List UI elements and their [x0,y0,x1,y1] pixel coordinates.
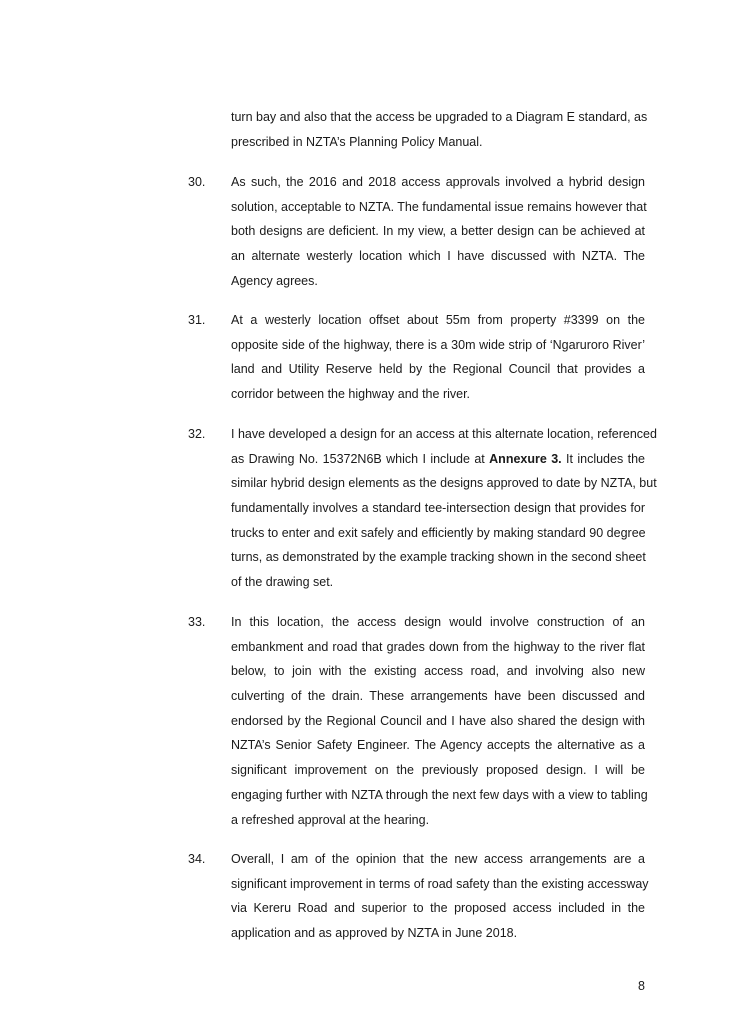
text-line: Overall, I am of the opinion that the new access arrangements are a [231,852,645,866]
text-line: turns, as demonstrated by the example tracking shown in the second sheet [231,550,646,565]
text-line: below, to join with the existing access road, and involving also new [231,664,645,679]
text-line: solution, acceptable to NZTA. The fundamental issue remains however that [231,199,647,214]
text-line: turn bay and also that the access be upgraded to a Diagram E standard, as [231,110,648,124]
text-line: a refreshed approval at the hearing. [231,812,430,827]
text-segment: It includes the [566,451,645,466]
text-line: application and as approved by NZTA in June 2018. [231,926,518,941]
text-line: significant improvement in terms of road safety than the existing accessway [231,876,649,891]
text-line: Agency agrees. [231,273,318,288]
text-line: trucks to enter and exit safely and efficiently by making standard 90 degree [231,525,646,540]
text-line: land and Utility Reserve held by the Regional Council that provides a [231,362,645,377]
annexure-reference: Annexure 3. [489,451,562,466]
text-line: At a westerly location offset about 55m from property #3399 on the [231,313,645,327]
text-segment: as Drawing No. 15372N6B which I include at [231,451,485,466]
text-line: similar hybrid design elements as the designs approved to date by NZTA, but [231,476,657,491]
paragraph-text [231,308,645,407]
page-number: 8 [638,979,645,993]
text-line: of the drawing set. [231,575,334,590]
text-line: both designs are deficient. In my view, a better design can be achieved at [231,224,645,239]
text-line [231,447,645,472]
paragraph-number: 30. [188,175,206,189]
text-line: NZTA’s Senior Safety Engineer. The Agency accepts the alternative as a [231,738,645,753]
text-line: engaging further with NZTA through the next few days with a view to tabling [231,787,648,802]
paragraph-text [231,422,657,595]
text-line: an alternate westerly location which I have discussed with NZTA. The [231,249,645,264]
paragraph-number: 32. [188,427,206,441]
paragraph-text [231,105,648,154]
paragraph-text [231,170,645,293]
text-line: embankment and road that grades down from the highway to the river flat [231,639,645,654]
paragraph-text [231,610,648,832]
text-line: I have developed a design for an access at this alternate location, referenced [231,427,657,441]
paragraph-number: 34. [188,852,206,866]
text-line: endorsed by the Regional Council and I have also shared the design with [231,713,645,728]
text-line: prescribed in NZTA’s Planning Policy Manual. [231,134,483,149]
text-line: via Kereru Road and superior to the proposed access included in the [231,901,645,916]
text-line: fundamentally involves a standard tee-intersection design that provides for [231,501,645,516]
paragraph-text [231,847,649,946]
paragraph-number: 31. [188,313,206,327]
text-line: corridor between the highway and the river. [231,387,471,402]
text-line: As such, the 2016 and 2018 access approvals involved a hybrid design [231,175,645,189]
text-line: culverting of the drain. These arrangements have been discussed and [231,689,645,704]
text-line: opposite side of the highway, there is a 30m wide strip of ‘Ngaruroro River’ [231,337,645,352]
text-line: In this location, the access design would involve construction of an [231,615,645,629]
paragraph-number: 33. [188,615,206,629]
text-line: significant improvement on the previously proposed design. I will be [231,763,645,778]
